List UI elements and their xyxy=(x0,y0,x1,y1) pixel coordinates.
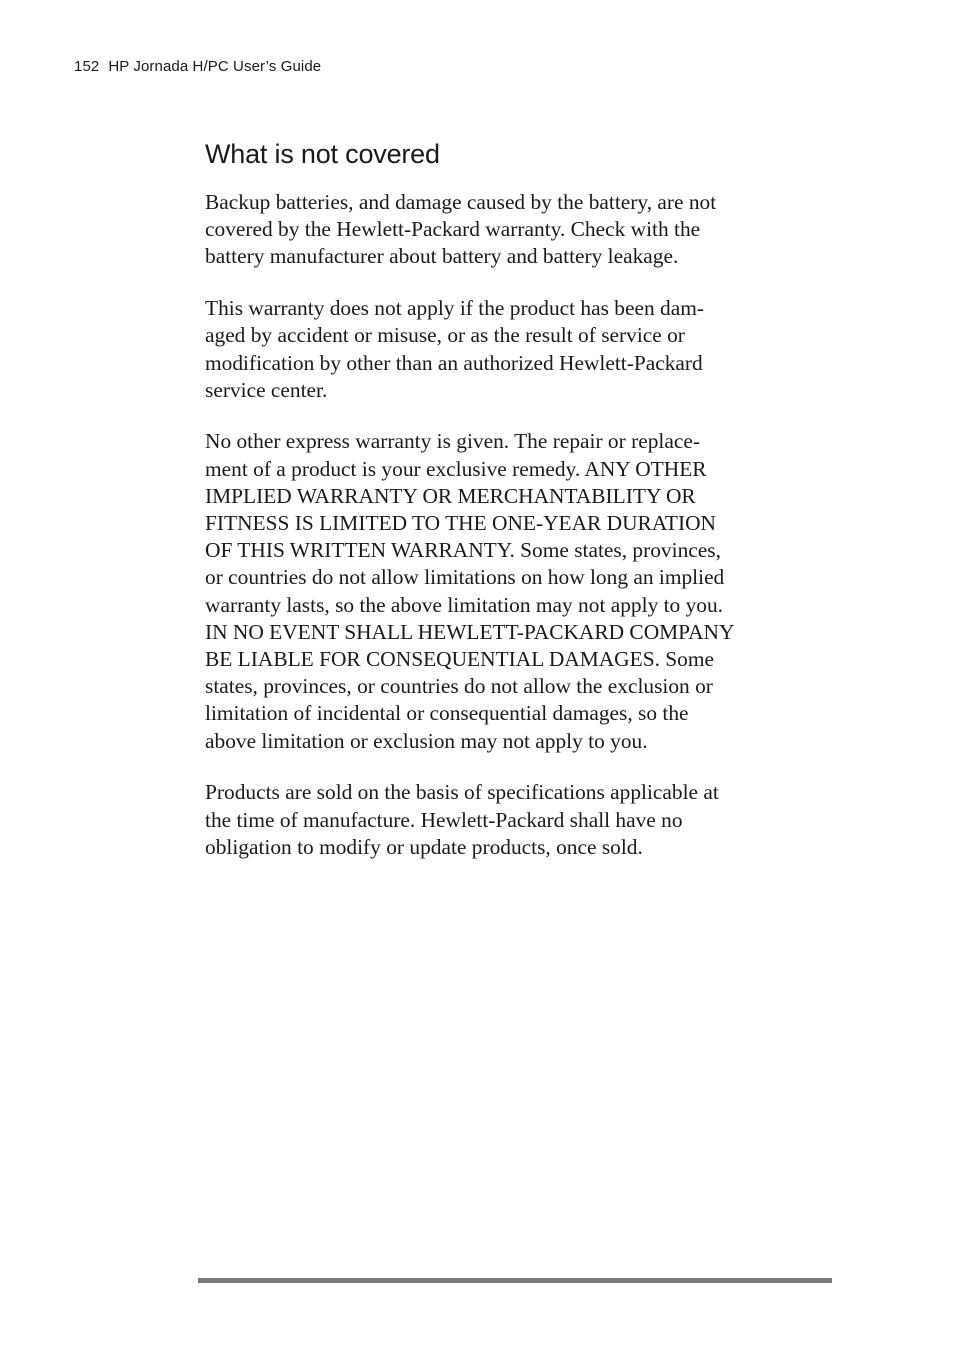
text-line: limitation of incidental or consequential damages, so the xyxy=(205,701,689,726)
text-line: modification by other than an authorized Hewlett-Packard xyxy=(205,350,703,375)
book-title: HP Jornada H/PC User’s Guide xyxy=(108,58,322,75)
text-line: warranty lasts, so the above limitation may not apply to you. xyxy=(205,592,724,617)
text-line: FITNESS IS LIMITED TO THE ONE-YEAR DURATION xyxy=(205,511,716,536)
text-line: Backup batteries, and damage caused by the battery, are not xyxy=(205,190,717,214)
text-line: covered by the Hewlett-Packard warranty. Check with the xyxy=(205,217,701,242)
text-line: IN NO EVENT SHALL HEWLETT-PACKARD COMPANY xyxy=(205,619,735,644)
text-line: the time of manufacture. Hewlett-Packard shall have no xyxy=(205,807,683,832)
page-number: 152 xyxy=(74,58,100,75)
text-line: above limitation or exclusion may not apply to you. xyxy=(205,728,648,753)
running-header xyxy=(74,58,321,75)
text-line: states, provinces, or countries do not allow the exclusion or xyxy=(205,674,713,699)
text-line: or countries do not allow limitations on how long an implied xyxy=(205,565,725,590)
paragraph-specifications xyxy=(205,779,845,861)
text-line: No other express warranty is given. The repair or replace- xyxy=(205,429,700,454)
text-line: BE LIABLE FOR CONSEQUENTIAL DAMAGES. Some xyxy=(205,647,715,672)
paragraph-misuse xyxy=(205,295,845,404)
text-line: IMPLIED WARRANTY OR MERCHANTABILITY OR xyxy=(205,483,696,508)
text-line: service center. xyxy=(205,377,328,402)
text-line: obligation to modify or update products, once sold. xyxy=(205,834,643,859)
text-line: Products are sold on the basis of specifications applicable at xyxy=(205,780,719,805)
text-line: aged by accident or misuse, or as the result of service or xyxy=(205,323,685,348)
text-line: ment of a product is your exclusive remedy. ANY OTHER xyxy=(205,456,707,481)
paragraph-limitations xyxy=(205,428,845,754)
paragraph-battery xyxy=(205,189,845,271)
text-line: This warranty does not apply if the product has been dam- xyxy=(205,296,704,321)
text-line: OF THIS WRITTEN WARRANTY. Some states, provinces, xyxy=(205,538,721,563)
section-title: What is not covered xyxy=(205,139,440,169)
body-text xyxy=(205,189,845,885)
footer-rule xyxy=(198,1278,832,1283)
text-line: battery manufacturer about battery and battery leakage. xyxy=(205,244,679,269)
